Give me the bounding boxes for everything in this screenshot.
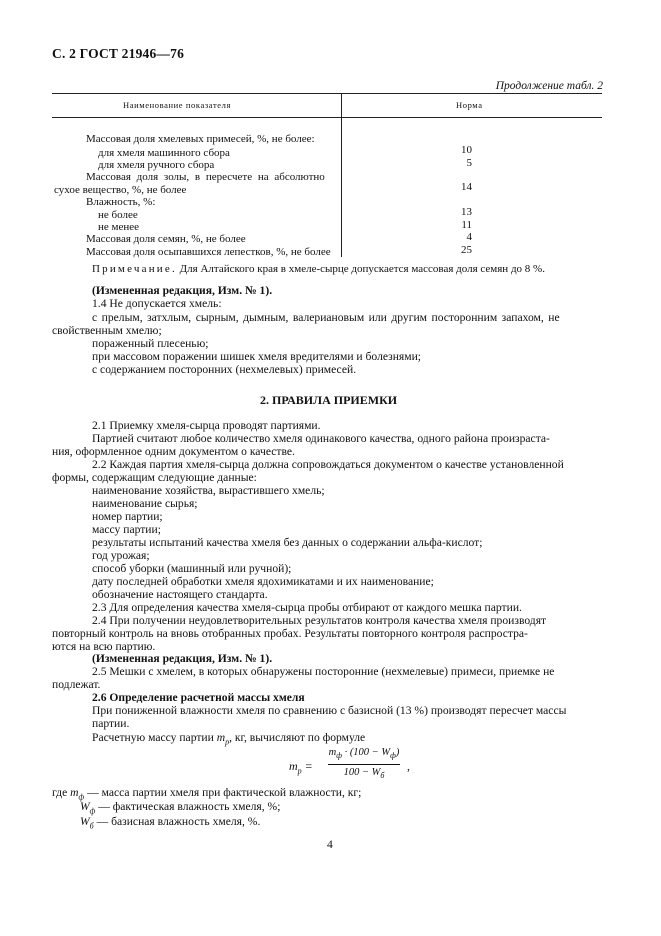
clause-1-4-item-cont: свойственным хмелю; xyxy=(52,324,162,337)
clause-2-3: 2.3 Для определения качества хмеля-сырца пробы отбирают от каждого мешка партии. xyxy=(92,601,522,614)
clause-2-5-cont: подлежат. xyxy=(52,678,101,691)
clause-2-1: 2.1 Приемку хмеля-сырца проводят партиями. xyxy=(92,419,321,432)
clause-2-2: 2.2 Каждая партия хмеля-сырца должна сопровождаться документом о качестве установленной xyxy=(92,458,564,471)
table-row-label: Массовая доля хмелевых примесей, %, не более: xyxy=(86,133,315,145)
where-symbol: W xyxy=(80,800,90,813)
note-prefix: Примечание. xyxy=(92,263,177,275)
table-header-rule xyxy=(52,117,602,118)
clause-2-6-formula-intro xyxy=(92,731,365,746)
formula-lhs-sub: р xyxy=(297,766,302,776)
den-sub: б xyxy=(380,771,385,781)
amendment-note: (Измененная редакция, Изм. № 1). xyxy=(92,284,273,297)
formula-lhs: $m_р$ = xyxy=(289,759,313,776)
table-row-label: не более xyxy=(98,209,138,221)
table-note xyxy=(92,263,545,275)
list-item: обозначение настоящего стандарта. xyxy=(92,588,268,601)
page-number: 4 xyxy=(327,838,333,851)
table-row-value: 11 xyxy=(461,219,472,231)
formula-numerator xyxy=(328,747,400,760)
section-heading: 2. ПРАВИЛА ПРИЕМКИ xyxy=(260,393,398,407)
where-text: — масса партии хмеля при фактической влажности, кг; xyxy=(84,786,362,799)
list-item: наименование хозяйства, вырастившего хмель; xyxy=(92,484,325,497)
clause-1-4-item: с прелым, затхлым, сырным, дымным, валериановым или другим посторонним запахом, не xyxy=(92,311,560,324)
clause-1-4-item: с содержанием посторонних (нехмелевых) примесей. xyxy=(92,363,357,376)
page-header: С. 2 ГОСТ 21946—76 xyxy=(52,46,185,61)
table-row-label: для хмеля машинного сбора xyxy=(98,147,230,159)
formula-lhs-symbol: m xyxy=(289,759,298,773)
list-item: результаты испытаний качества хмеля без данных о содержании альфа-кислот; xyxy=(92,536,483,549)
table-row-label: сухое вещество, %, не более xyxy=(54,184,187,196)
intro-text-end: , кг, вычисляют по формуле xyxy=(229,731,366,744)
list-item: способ уборки (машинный или ручной); xyxy=(92,562,292,575)
where-sub: ф xyxy=(89,806,96,816)
formula-denominator xyxy=(328,767,400,780)
num-rest: · (100 − W xyxy=(341,747,391,758)
formula-fraction-line xyxy=(328,764,400,765)
table-row-value: 14 xyxy=(461,181,472,193)
where-symbol: m xyxy=(70,786,79,799)
where-line-3 xyxy=(80,815,260,830)
den-text: 100 − W xyxy=(343,767,381,778)
table-row-label: Влажность, %: xyxy=(86,196,156,208)
clause-2-1-text: Партией считают любое количество хмеля одинакового качества, одного района произраста- xyxy=(92,432,550,445)
num-sub: ф xyxy=(336,751,342,761)
num-close: ) xyxy=(395,747,400,758)
clause-1-4-item: пораженный плесенью; xyxy=(92,337,209,350)
where-prefix: где xyxy=(52,786,71,799)
clause-2-6-text-cont: партии. xyxy=(92,717,130,730)
symbol-sub: р xyxy=(225,737,230,747)
where-sub: ф xyxy=(78,792,85,802)
clause-2-1-text-cont: ния, оформленное одним документом о качестве. xyxy=(52,445,295,458)
list-item: номер партии; xyxy=(92,510,163,523)
table-col1-header: Наименование показателя xyxy=(123,100,232,110)
intro-text: Расчетную массу партии xyxy=(92,731,217,744)
clause-1-4: 1.4 Не допускается хмель: xyxy=(92,297,222,310)
clause-2-2-cont: формы, содержащим следующие данные: xyxy=(52,471,257,484)
formula-comma: , xyxy=(407,759,410,773)
num-symbol: m xyxy=(328,747,337,758)
amendment-note: (Измененная редакция, Изм. № 1). xyxy=(92,652,273,665)
num-sub2: ф xyxy=(390,751,396,761)
table-col2-header: Норма xyxy=(456,100,483,110)
table-row-label: Массовая доля осыпавшихся лепестков, %, не более xyxy=(86,246,331,258)
clause-2-6-text: При пониженной влажности хмеля по сравнению с базисной (13 %) производят пересчет массы xyxy=(92,704,567,717)
table-row-value: 10 xyxy=(461,144,472,156)
list-item: наименование сырья; xyxy=(92,497,198,510)
note-text: Для Алтайского края в хмеле-сырце допускается массовая доля семян до 8 %. xyxy=(176,263,545,275)
table-top-rule xyxy=(52,93,602,94)
clause-1-4-item: при массовом поражении шишек хмеля вредителями и болезнями; xyxy=(92,350,422,363)
table-row-value: 4 xyxy=(466,231,472,243)
clause-2-4: 2.4 При получении неудовлетворительных результатов контроля качества хмеля производят xyxy=(92,614,547,627)
where-text: — фактическая влажность хмеля, %; xyxy=(95,800,281,813)
where-text: — базисная влажность хмеля, %. xyxy=(93,815,261,828)
clause-2-5: 2.5 Мешки с хмелем, в которых обнаружены посторонние (нехмелевые) примеси, приемке не xyxy=(92,665,555,678)
table-row-label: Массовая доля золы, в пересчете на абсолютно xyxy=(86,171,325,183)
list-item: массу партии; xyxy=(92,523,161,536)
table-row-value: 13 xyxy=(461,206,472,218)
list-item: дату последней обработки хмеля ядохимикатами и их наименование; xyxy=(92,575,434,588)
table-row-value: 25 xyxy=(461,244,472,256)
where-symbol: W xyxy=(80,815,90,828)
table-column-divider xyxy=(341,93,342,257)
table-row-label: не менее xyxy=(98,221,140,233)
clause-2-6-title: 2.6 Определение расчетной массы хмеля xyxy=(92,691,305,704)
where-sub: б xyxy=(89,821,94,831)
table-continuation-label: Продолжение табл. 2 xyxy=(495,80,603,92)
clause-2-4-cont: повторный контроль на вновь отобранных пробах. Результаты повторного контроля распростра- xyxy=(52,627,528,640)
table-row-value: 5 xyxy=(466,157,472,169)
symbol-m: m xyxy=(216,731,226,744)
list-item: год урожая; xyxy=(92,549,150,562)
where-line-2 xyxy=(80,800,280,815)
table-row-label: для хмеля ручного сбора xyxy=(98,159,215,171)
clause-2-4-cont: ются на всю партию. xyxy=(52,640,156,653)
table-row-label: Массовая доля семян, %, не более xyxy=(86,233,246,245)
